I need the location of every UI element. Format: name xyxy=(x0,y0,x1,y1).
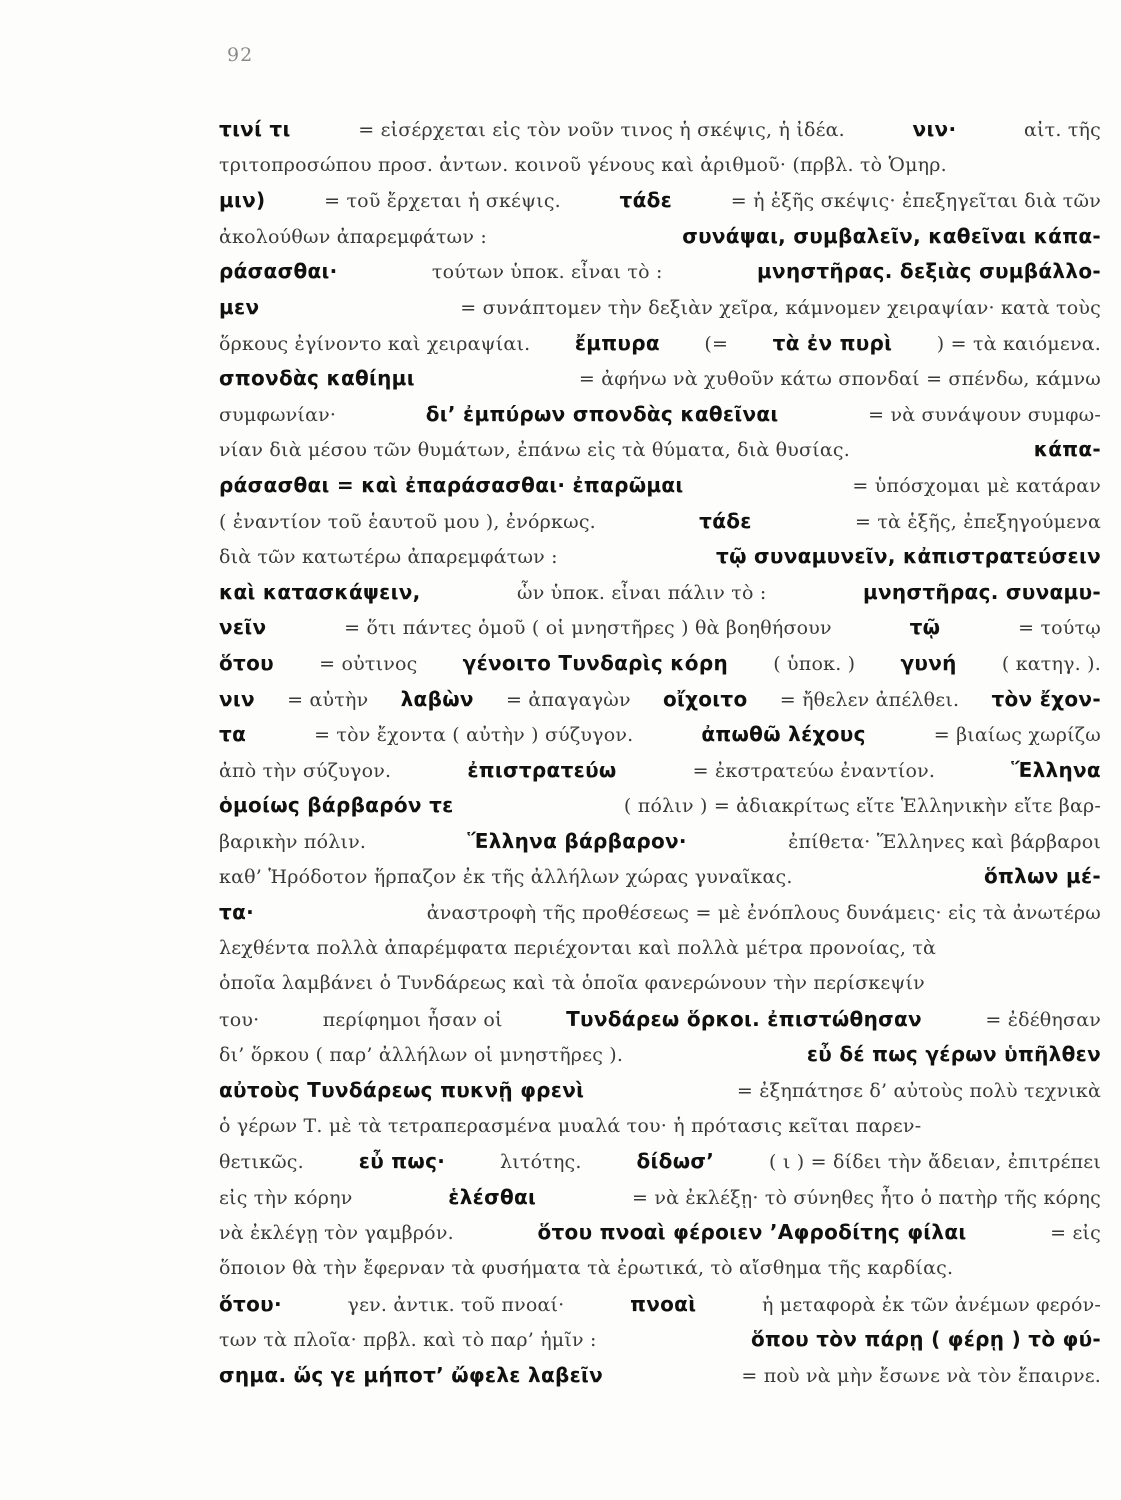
gloss-text: = τούτῳ xyxy=(1018,617,1101,640)
gloss-text: ὁ γέρων Τ. μὲ τὰ τετραπερασμένα μυαλά του· ἡ πρότασις κεῖται παρεν- xyxy=(219,1114,922,1137)
bold-term: Ἕλληνα βάρβαρον· xyxy=(467,828,687,853)
gloss-text: διὰ τῶν κατωτέρω ἀπαρεμφάτων : xyxy=(219,546,558,569)
gloss-text: ( πόλιν ) = ἀδιακρίτως εἴτε Ἑλληνικὴν εἴτε βαρ- xyxy=(623,795,1101,818)
gloss-text: = τὸν ἔχοντα ( αὐτὴν ) σύζυγον. xyxy=(314,724,634,747)
gloss-text: = ἀπαγαγὼν xyxy=(506,688,631,711)
text-line xyxy=(219,1037,1101,1073)
gloss-text: = οὐτινος xyxy=(319,652,418,675)
gloss-text: νίαν διὰ μέσου τῶν θυμάτων, ἐπάνω εἰς τὰ θύματα, διὰ θυσίας. xyxy=(219,439,850,462)
gloss-text: λιτότης. xyxy=(500,1151,582,1174)
gloss-text: των τὰ πλοῖα· πρβλ. καὶ τὸ παρ’ ἡμῖν : xyxy=(219,1329,597,1352)
text-line xyxy=(219,254,1101,290)
bold-term: ἐπιστρατεύω xyxy=(467,757,617,782)
bold-term: τάδε xyxy=(619,188,673,213)
bold-term: εὖ πως· xyxy=(358,1149,446,1174)
text-line xyxy=(219,112,1101,148)
gloss-text: δι’ ὅρκου ( παρ’ ἀλλήλων οἱ μνηστῆρες ). xyxy=(219,1044,624,1067)
text-line xyxy=(219,504,1101,540)
text-line xyxy=(219,931,1101,967)
text-line xyxy=(219,717,1101,753)
bold-term: οἴχοιτο xyxy=(662,686,748,711)
bold-term: νιν xyxy=(219,686,255,711)
bold-term: μιν) xyxy=(219,188,266,213)
gloss-text: ( ὑποκ. ) xyxy=(773,652,856,675)
bold-term: λαβὼν xyxy=(400,686,474,711)
gloss-text: = ἐδέθησαν xyxy=(985,1008,1101,1031)
text-line xyxy=(219,1180,1101,1216)
bold-term: μνηστῆρας. συναμυ- xyxy=(862,579,1101,604)
gloss-text: = ὅτι πάντες ὁμοῦ ( οἱ μνηστῆρες ) θὰ βοηθήσουν xyxy=(344,617,832,640)
text-line xyxy=(219,432,1101,468)
gloss-text: γεν. ἀντικ. τοῦ πνοαί· xyxy=(347,1293,565,1316)
gloss-text: του· xyxy=(219,1008,260,1031)
text-line xyxy=(219,1322,1101,1358)
gloss-text: = ὑπόσχομαι μὲ κατάραν xyxy=(852,474,1101,497)
bold-term: ὅτου πνοαὶ φέροιεν ’Αφροδίτης φίλαι xyxy=(537,1220,967,1245)
gloss-text: βαρικὴν πόλιν. xyxy=(219,830,367,853)
bold-term: ἑλέσθαι xyxy=(448,1184,537,1209)
gloss-text: καθ’ Ἡρόδοτον ἥρπαζον ἐκ τῆς ἀλλήλων χώρας γυναῖκας. xyxy=(219,866,793,889)
gloss-text: τριτοπροσώπου προσ. ἀντων. κοινοῦ γένους καὶ ἀριθμοῦ· (πρβλ. τὸ Ὁμηρ. xyxy=(219,153,947,176)
gloss-text: (= xyxy=(704,332,729,355)
text-line xyxy=(219,575,1101,611)
text-line xyxy=(219,361,1101,397)
gloss-text: = τοῦ ἔρχεται ἡ σκέψις. xyxy=(324,190,561,213)
gloss-text: = εἰσέρχεται εἰς τὸν νοῦν τινος ἡ σκέψις, ἡ ἰδέα. xyxy=(358,119,845,141)
gloss-text: ὁποῖα λαμβάνει ὁ Τυνδάρεως καὶ τὰ ὁποῖα φανερώνουν τὴν περίσκεψίν xyxy=(219,972,925,995)
bold-term: ὁμοίως βάρβαρόν τε xyxy=(219,793,454,818)
gloss-text: = ἤθελεν ἀπέλθει. xyxy=(779,688,960,711)
text-line xyxy=(219,183,1101,219)
text-line xyxy=(219,859,1101,895)
text-line xyxy=(219,148,1101,184)
gloss-text: = ἡ ἑξῆς σκέψις· ἐπεξηγεῖται διὰ τῶν xyxy=(730,190,1101,213)
text-line xyxy=(219,753,1101,789)
text-line xyxy=(219,326,1101,362)
gloss-text: = νὰ συνάψουν συμφω- xyxy=(868,403,1101,426)
text-line xyxy=(219,1109,1101,1145)
text-line xyxy=(219,468,1101,504)
text-line xyxy=(219,290,1101,326)
text-line xyxy=(219,966,1101,1002)
bold-term: Ἕλληνα xyxy=(1011,757,1101,782)
gloss-text: εἰς τὴν κόρην xyxy=(219,1186,353,1209)
bold-term: τάδε xyxy=(699,508,752,533)
gloss-text: θετικῶς. xyxy=(219,1151,304,1174)
gloss-text: ἀπὸ τὴν σύζυγον. xyxy=(219,759,392,782)
text-line xyxy=(219,788,1101,824)
bold-term: ἀπωθῶ λέχους xyxy=(701,722,866,747)
bold-term: σπονδὰς καθίημι xyxy=(219,366,415,391)
gloss-text: = τὰ ἑξῆς, ἐπεξηγούμενα xyxy=(854,510,1101,533)
bold-term: τα· xyxy=(219,900,255,925)
bold-term: τὰ ἐν πυρὶ xyxy=(772,330,893,355)
bold-term: ράσασθαι· xyxy=(219,259,338,284)
gloss-text: = ἀφήνω νὰ χυθοῦν κάτω σπονδαί = σπένδω, κάμνω xyxy=(578,368,1101,391)
text-line xyxy=(219,1073,1101,1109)
bold-term: γένοιτο Τυνδαρὶς κόρη xyxy=(462,650,729,675)
bold-term: ἔμπυρα xyxy=(574,330,660,355)
gloss-text: ὅρκους ἐγίνοντο καὶ χειραψίαι. xyxy=(219,332,531,355)
text-line xyxy=(219,1002,1101,1038)
bold-term: Τυνδάρεω ὅρκοι. ἐπιστώθησαν xyxy=(566,1006,922,1031)
gloss-text: ( ι ) = δίδει τὴν ἄδειαν, ἐπιτρέπει xyxy=(769,1151,1101,1174)
bold-term: τα xyxy=(219,722,247,747)
gloss-text: = εἰς xyxy=(1050,1222,1101,1245)
bold-term: ράσασθαι = καὶ ἐπαράσασθαι· ἐπαρῶμαι xyxy=(219,472,684,497)
gloss-text: περίφημοι ἦσαν οἱ xyxy=(322,1008,503,1031)
gloss-text: λεχθέντα πολλὰ ἀπαρέμφατα περιέχονται καὶ πολλὰ μέτρα προνοίας, τὰ xyxy=(219,936,937,959)
bold-term: τὸν ἔχον- xyxy=(991,686,1101,711)
text-line xyxy=(219,1358,1101,1394)
bold-term: μνηστῆρας. δεξιὰς συμβάλλο- xyxy=(757,259,1101,284)
bold-term: τινί τι xyxy=(219,117,291,141)
page-number: 92 xyxy=(227,44,254,66)
commentary-text xyxy=(219,112,1101,1393)
text-line xyxy=(219,895,1101,931)
gloss-text: ἀναστροφὴ τῆς προθέσεως = μὲ ἐνόπλους δυνάμεις· εἰς τὰ ἀνωτέρω xyxy=(426,902,1101,925)
bold-term: καὶ κατασκάψειν, xyxy=(219,579,421,604)
text-line xyxy=(219,1287,1101,1323)
bold-term: ὅπου τὸν πάρῃ ( φέρῃ ) τὸ φύ- xyxy=(750,1327,1101,1352)
bold-term: νεῖν xyxy=(219,615,267,640)
gloss-text: ἐπίθετα· Ἕλληνες καὶ βάρβαροι xyxy=(788,830,1101,853)
gloss-text: ὧν ὑποκ. εἶναι πάλιν τὸ : xyxy=(517,581,767,604)
gloss-text: συμφωνίαν· xyxy=(219,403,337,426)
text-line xyxy=(219,682,1101,718)
bold-term: αὐτοὺς Τυνδάρεως πυκνῇ φρενὶ xyxy=(219,1078,585,1103)
gloss-text: = ποὺ νὰ μὴν ἔσωνε νὰ τὸν ἔπαιρνε. xyxy=(741,1364,1101,1387)
bold-term: κάπα- xyxy=(1033,437,1101,462)
bold-term: ὅτου· xyxy=(219,1291,282,1316)
gloss-text: νὰ ἐκλέγῃ τὸν γαμβρόν. xyxy=(219,1222,454,1245)
text-line xyxy=(219,646,1101,682)
text-line xyxy=(219,1144,1101,1180)
bold-term: πνοαὶ xyxy=(630,1291,697,1316)
gloss-text: = ἐκστρατεύω ἐναντίον. xyxy=(692,759,936,782)
gloss-text: = νὰ ἐκλέξῃ· τὸ σύνηθες ἦτο ὁ πατὴρ τῆς κόρης xyxy=(631,1186,1101,1209)
gloss-text: = ἐξηπάτησε δ’ αὐτοὺς πολὺ τεχνικὰ xyxy=(736,1080,1101,1103)
text-line xyxy=(219,824,1101,860)
text-line xyxy=(219,1251,1101,1287)
gloss-text: = αὐτὴν xyxy=(287,688,369,711)
bold-term: ὅπλων μέ- xyxy=(983,864,1101,889)
gloss-text: ( κατηγ. ). xyxy=(1001,652,1101,675)
gloss-text: ὅποιον θὰ τὴν ἔφερναν τὰ φυσήματα τὰ ἐρωτικά, τὸ αἴσθημα τῆς καρδίας. xyxy=(219,1257,954,1279)
text-line xyxy=(219,219,1101,255)
bold-term: ὅτου xyxy=(219,650,274,675)
bold-term: τῷ xyxy=(909,615,941,640)
text-line xyxy=(219,1215,1101,1251)
gloss-text: = συνάπτομεν τὴν δεξιὰν χεῖρα, κάμνομεν χειραψίαν· κατὰ τοὺς xyxy=(460,296,1101,319)
gloss-text: τούτων ὑποκ. εἶναι τὸ : xyxy=(431,261,663,284)
gloss-text: ) = τὰ καιόμενα. xyxy=(936,332,1101,355)
bold-term: δι’ ἐμπύρων σπονδὰς καθεῖναι xyxy=(425,401,779,426)
text-line xyxy=(219,539,1101,575)
bold-term: σημα. ὥς γε μήποτ’ ὤφελε λαβεῖν xyxy=(219,1362,604,1387)
gloss-text: ἀκολούθων ἀπαρεμφάτων : xyxy=(219,225,487,248)
gloss-text: = βιαίως χωρίζω xyxy=(933,724,1101,747)
bold-term: εὖ δέ πως γέρων ὑπῆλθεν xyxy=(806,1042,1101,1067)
gloss-text: αἰτ. τῆς xyxy=(1023,119,1101,141)
gloss-text: ἡ μεταφορὰ ἐκ τῶν ἀνέμων φερόν- xyxy=(761,1293,1101,1316)
text-line xyxy=(219,397,1101,433)
gloss-text: ( ἐναντίον τοῦ ἑαυτοῦ μου ), ἐνόρκως. xyxy=(219,510,596,533)
bold-term: γυνή xyxy=(900,650,957,675)
bold-term: νιν· xyxy=(912,117,957,141)
bold-term: μεν xyxy=(219,294,260,319)
text-line xyxy=(219,610,1101,646)
bold-term: συνάψαι, συμβαλεῖν, καθεῖναι κάπα- xyxy=(682,223,1101,248)
bold-term: δίδωσ’ xyxy=(636,1149,715,1174)
bold-term: τῷ συναμυνεῖν, κἀπιστρατεύσειν xyxy=(716,544,1101,569)
